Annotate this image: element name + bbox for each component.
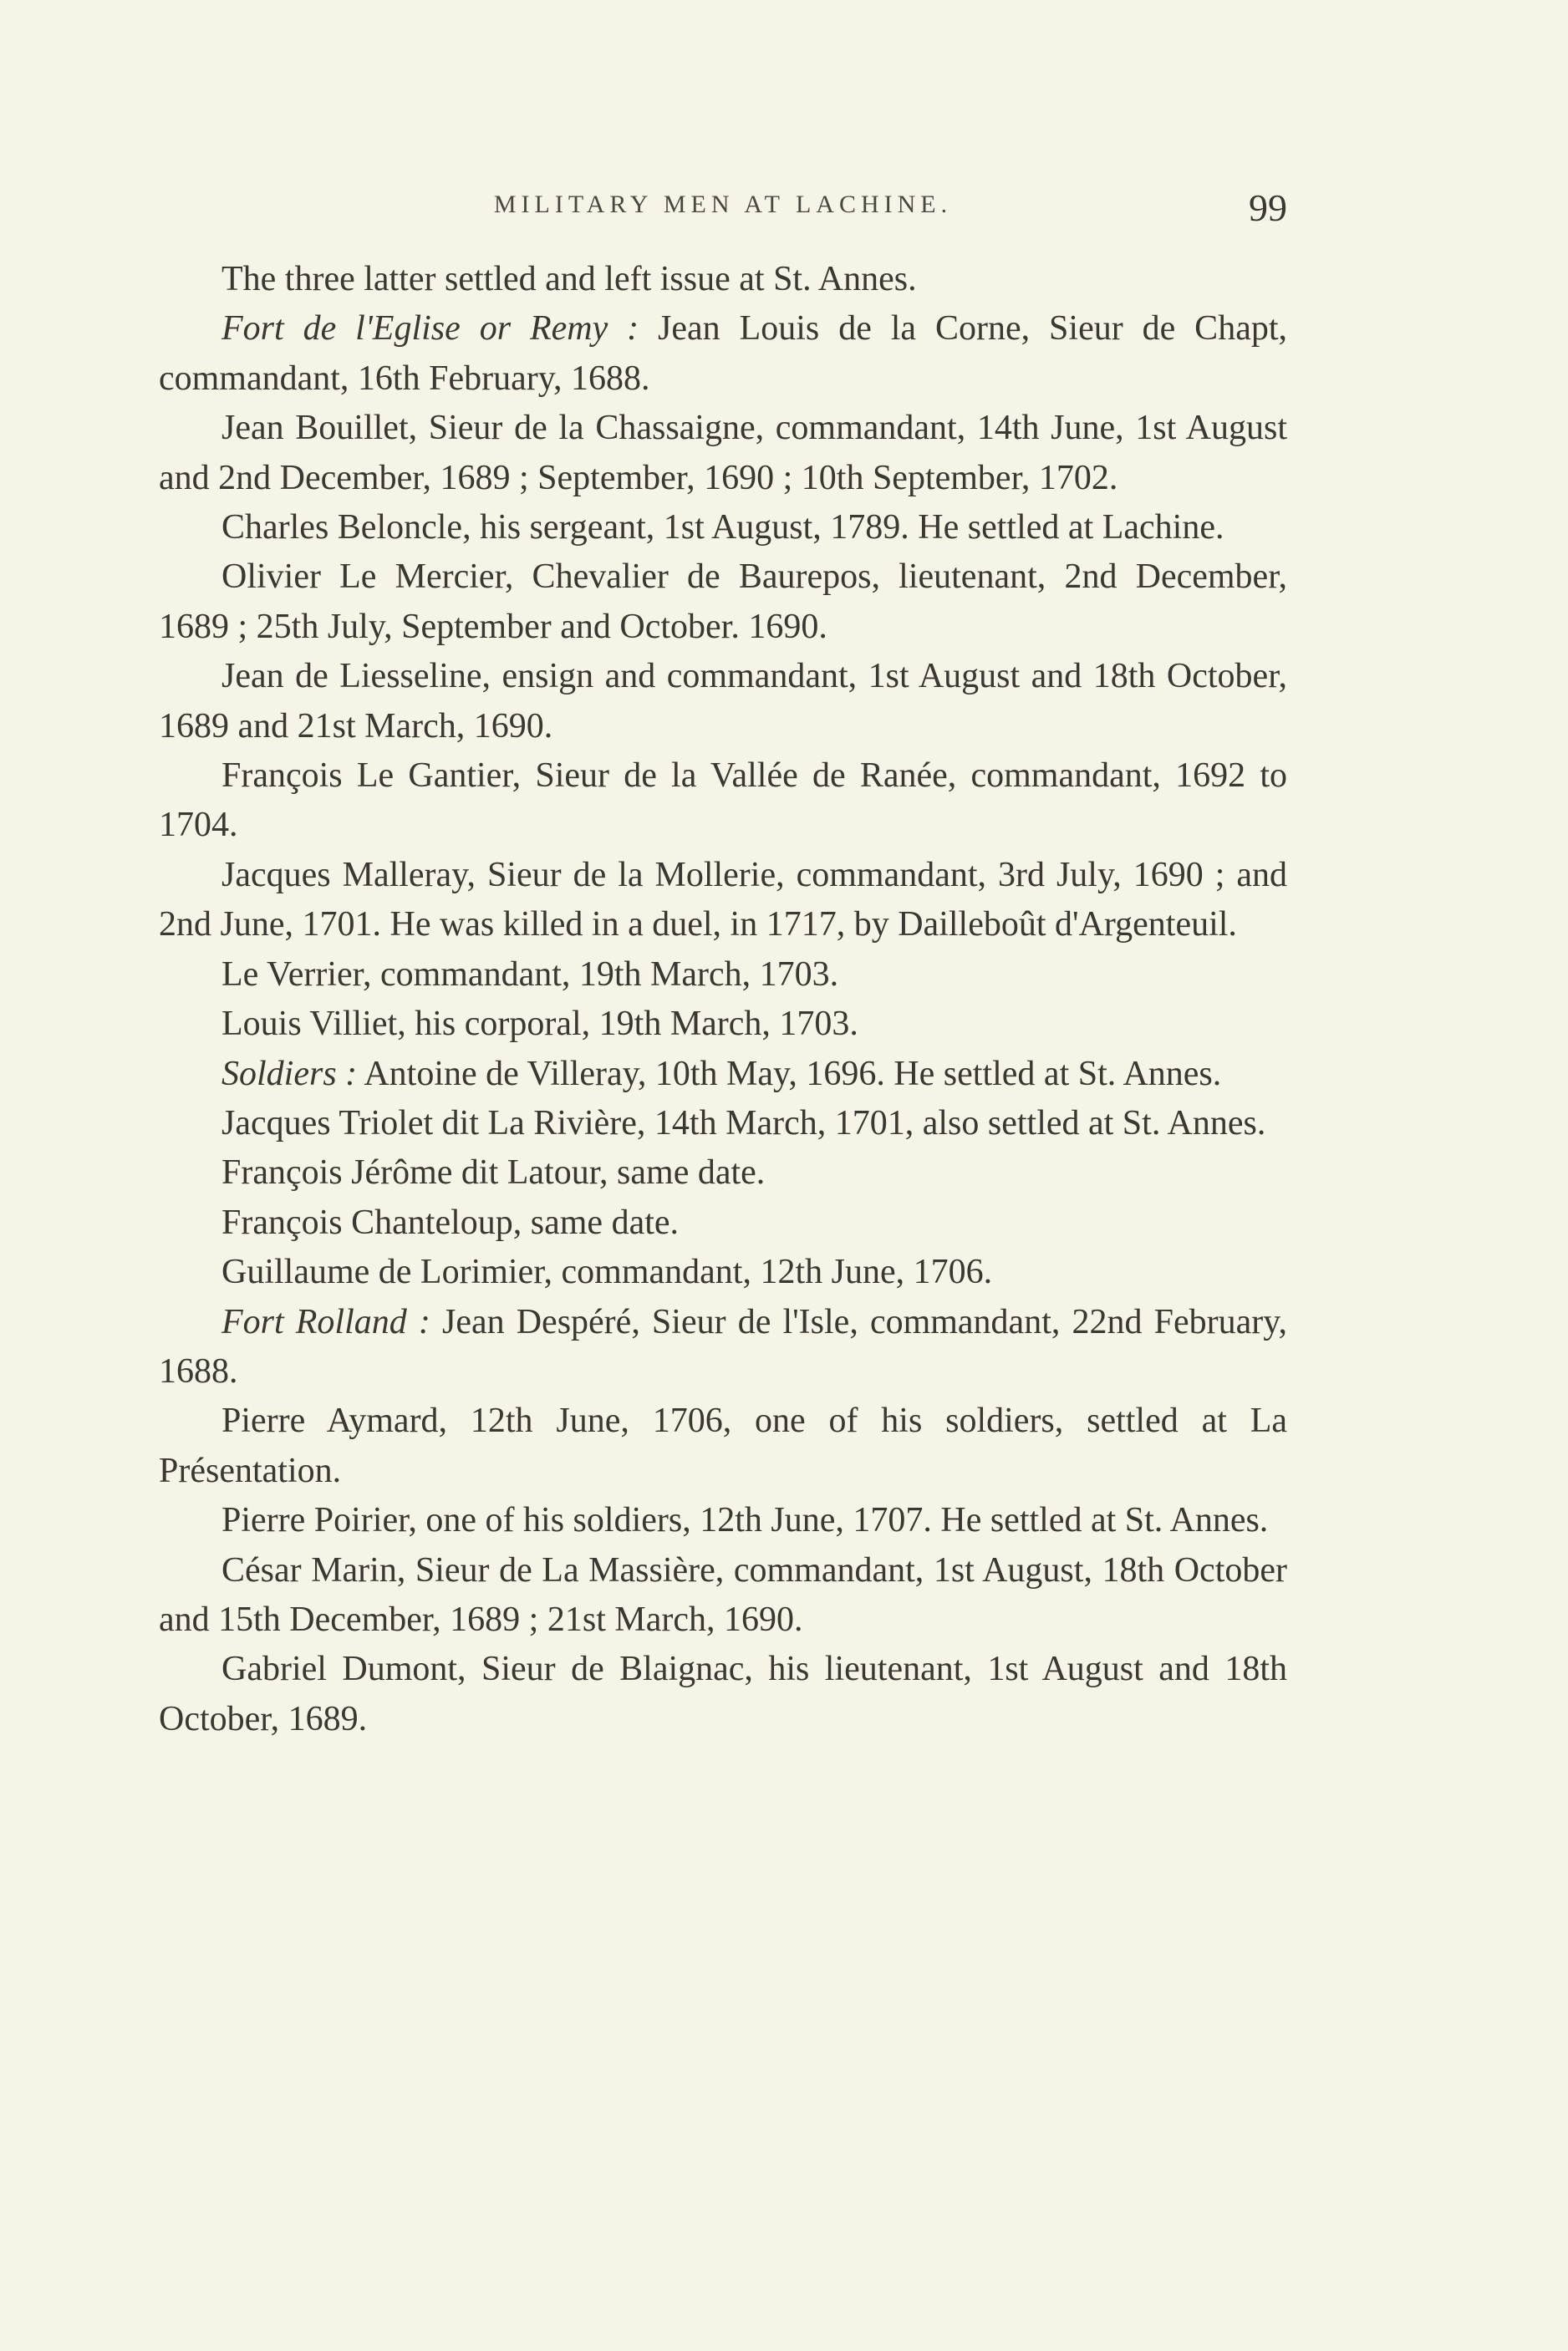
paragraph: Le Verrier, commandant, 19th March, 1703.	[221, 954, 839, 994]
fort-heading: Fort Rolland :	[221, 1302, 430, 1341]
paragraph: Jean de Liesseline, ensign and commandant, 1st August and 18th October, 1689 and 21st March, 1690.	[159, 657, 1287, 746]
paragraph: Guillaume de Lorimier, commandant, 12th June, 1706.	[221, 1253, 993, 1292]
paragraph: Pierre Aymard, 12th June, 1706, one of his soldiers, settled at La Présentation.	[159, 1402, 1287, 1490]
paragraph: François Jérôme dit Latour, same date.	[221, 1153, 766, 1193]
running-head	[159, 186, 1287, 244]
paragraph: The three latter settled and left issue at St. Annes.	[221, 260, 917, 298]
fort-heading: Fort de l'Eglise or Remy :	[221, 309, 639, 349]
paragraph: Charles Beloncle, his sergeant, 1st August, 1789. He settled at Lachine.	[221, 508, 1224, 547]
paragraph: Soldiers : Antoine de Villeray, 10th May, 1696. He settled at St. Annes.	[221, 1054, 1222, 1093]
paragraph: Olivier Le Mercier, Chevalier de Baurepos, lieutenant, 2nd December, 1689 ; 25th July, September and October. 1690.	[159, 557, 1287, 646]
paragraph: Pierre Poirier, one of his soldiers, 12th June, 1707. He settled at St. Annes.	[221, 1501, 1269, 1540]
paragraph: Fort de l'Eglise or Remy : Jean Louis de la Corne, Sieur de Chapt, commandant, 16th February, 1688.	[159, 309, 1287, 398]
body-text	[159, 255, 1287, 1744]
paragraph: Jean Bouillet, Sieur de la Chassaigne, commandant, 14th June, 1st August and 2nd December, 1689 ; September, 1690 ; 10th September, 1702.	[159, 409, 1287, 497]
page-number: 99	[1249, 186, 1287, 229]
paragraph: François Le Gantier, Sieur de la Vallée de Ranée, commandant, 1692 to 1704.	[159, 756, 1287, 845]
paragraph: Gabriel Dumont, Sieur de Blaignac, his lieutenant, 1st August and 18th October, 1689.	[159, 1650, 1287, 1738]
paragraph: Fort Rolland : Jean Despéré, Sieur de l'Isle, commandant, 22nd February, 1688.	[159, 1302, 1287, 1391]
soldiers-heading: Soldiers :	[221, 1054, 358, 1093]
paragraph: Jacques Triolet dit La Rivière, 14th March, 1701, also settled at St. Annes.	[221, 1103, 1266, 1142]
paragraph: François Chanteloup, same date.	[221, 1203, 680, 1242]
running-title: MILITARY MEN AT LACHINE.	[493, 191, 953, 218]
paragraph: Jacques Malleray, Sieur de la Mollerie, commandant, 3rd July, 1690 ; and 2nd June, 1701. He was killed in a duel, in 1717, by Dailleboût d'Argenteuil.	[159, 855, 1287, 944]
paragraph: César Marin, Sieur de La Massière, commandant, 1st August, 18th October and 15th December, 1689 ; 21st March, 1690.	[159, 1550, 1287, 1639]
paragraph: Louis Villiet, his corporal, 19th March, 1703.	[221, 1005, 858, 1044]
